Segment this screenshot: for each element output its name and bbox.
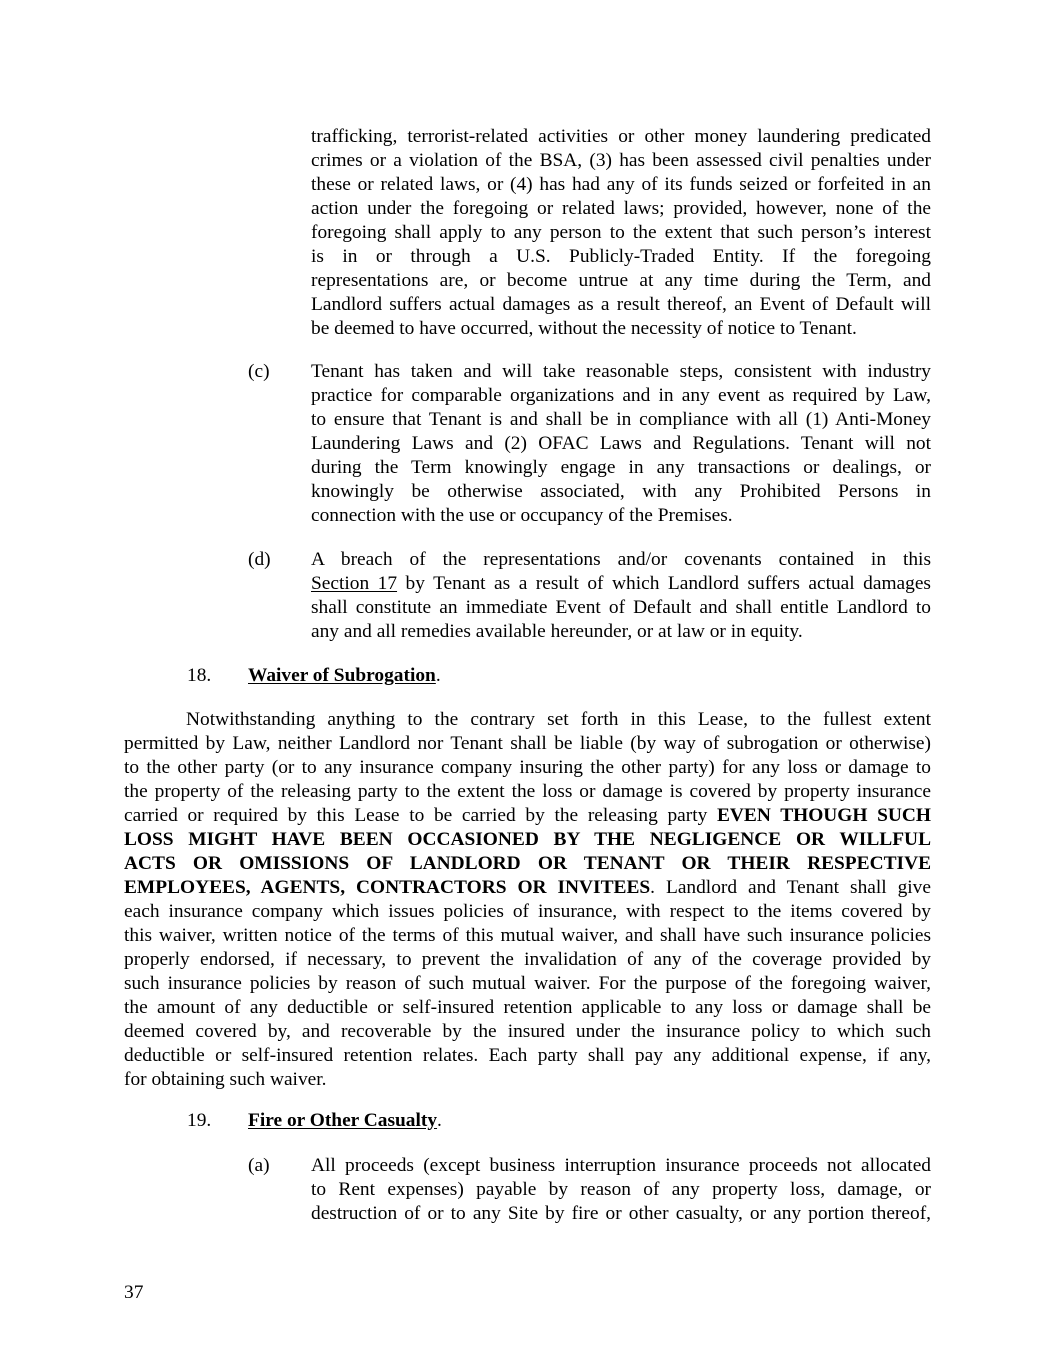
heading-punctuation: . [435, 665, 441, 686]
subparagraph-d-marker: (d) [248, 549, 271, 570]
text-line: each insurance company which issues policies of insurance, with respect to the items covered by [124, 901, 931, 922]
text-line: action under the foregoing or related laws; provided, however, none of the [311, 198, 931, 219]
text-line: All proceeds (except business interruption insurance proceeds not allocated [311, 1155, 931, 1176]
text-line: Landlord suffers actual damages as a result thereof, an Event of Default will [311, 294, 931, 315]
text-line: the property of the releasing party to the extent the loss or damage is covered by property insurance [124, 781, 931, 802]
text-line: any and all remedies available hereunder, or at law or in equity. [311, 621, 803, 642]
subparagraph-d [311, 548, 931, 644]
text-line: properly endorsed, if necessary, to prevent the invalidation of any of the coverage provided by [124, 949, 931, 970]
subparagraph-c-marker: (c) [248, 361, 270, 382]
section-18-heading [248, 664, 441, 688]
text-line: Laundering Laws and (2) OFAC Laws and Regulations. Tenant will not [311, 433, 931, 454]
text-fragment: Notwithstanding anything to the contrary set forth in this Lease, to the fullest extent [186, 709, 931, 730]
text-line: these or related laws, or (4) has had any of its funds seized or forfeited in an [311, 174, 931, 195]
text-line: A breach of the representations and/or covenants contained in this [311, 549, 931, 570]
section-17-reference: Section 17 [311, 573, 398, 594]
text-fragment: . Landlord and Tenant shall give [650, 877, 931, 898]
text-line: destruction of or to any Site by fire or other casualty, or any portion thereof, [311, 1203, 931, 1224]
text-line: LOSS MIGHT HAVE BEEN OCCASIONED BY THE NEGLIGENCE OR WILLFUL [124, 829, 931, 850]
text-fragment: by Tenant as a result of which Landlord suffers actual damages [397, 573, 931, 594]
text-line: to the other party (or to any insurance company insuring the other party) for any loss or damage to [124, 757, 931, 778]
text-line: to Rent expenses) payable by reason of any property loss, damage, or [311, 1179, 931, 1200]
section-18-title: Waiver of Subrogation [248, 665, 436, 686]
bold-text: EMPLOYEES, AGENTS, CONTRACTORS OR INVITEES [124, 877, 651, 898]
text-line: foregoing shall apply to any person to the extent that such person’s interest [311, 222, 931, 243]
text-line: representations are, or become untrue at any time during the Term, and [311, 270, 931, 291]
subparagraph-c [311, 360, 931, 528]
text-line: knowingly be otherwise associated, with any Prohibited Persons in [311, 481, 931, 502]
text-line: such insurance policies by reason of such mutual waiver. For the purpose of the foregoing waiver, [124, 973, 931, 994]
section-18-body [124, 708, 931, 1092]
text-line: trafficking, terrorist-related activities or other money laundering predicated [311, 126, 931, 147]
text-line: permitted by Law, neither Landlord nor Tenant shall be liable (by way of subrogation or otherwise) [124, 733, 931, 754]
section-18-number: 18. [187, 665, 212, 686]
section-19-heading [248, 1109, 442, 1133]
text-line: practice for comparable organizations and in any event as required by Law, [311, 385, 931, 406]
text-line: for obtaining such waiver. [124, 1069, 327, 1090]
text-line [311, 572, 931, 596]
text-line: during the Term knowingly engage in any transactions or dealings, or [311, 457, 931, 478]
text-line: deductible or self-insured retention relates. Each party shall pay any additional expense, if any, [124, 1045, 931, 1066]
subparagraph-b-continuation [311, 125, 931, 341]
section-19-number: 19. [187, 1110, 212, 1131]
text-line: deemed covered by, and recoverable by the insured under the insurance policy to which such [124, 1021, 931, 1042]
text-line: is in or through a U.S. Publicly-Traded Entity. If the foregoing [311, 246, 931, 267]
text-line [124, 708, 931, 732]
text-line: connection with the use or occupancy of the Premises. [311, 505, 733, 526]
text-line [124, 804, 931, 828]
text-line: the amount of any deductible or self-insured retention applicable to any loss or damage shall be [124, 997, 931, 1018]
subparagraph-a-marker: (a) [248, 1155, 270, 1176]
section-19-title: Fire or Other Casualty [248, 1110, 438, 1131]
text-line: crimes or a violation of the BSA, (3) has been assessed civil penalties under [311, 150, 931, 171]
text-line [124, 876, 931, 900]
text-line: this waiver, written notice of the terms of this mutual waiver, and shall have such insurance policies [124, 925, 931, 946]
text-line: to ensure that Tenant is and shall be in compliance with all (1) Anti-Money [311, 409, 931, 430]
text-line: shall constitute an immediate Event of Default and shall entitle Landlord to [311, 597, 931, 618]
text-line: be deemed to have occurred, without the necessity of notice to Tenant. [311, 318, 857, 339]
heading-punctuation: . [437, 1110, 442, 1131]
text-line: Tenant has taken and will take reasonable steps, consistent with industry [311, 361, 931, 382]
page-number: 37 [124, 1282, 144, 1303]
section-19-subparagraph-a [311, 1154, 931, 1226]
text-line: ACTS OR OMISSIONS OF LANDLORD OR TENANT OR THEIR RESPECTIVE [124, 853, 931, 874]
text-fragment: carried or required by this Lease to be carried by the releasing party [124, 805, 717, 826]
bold-text: EVEN THOUGH SUCH [717, 805, 931, 826]
